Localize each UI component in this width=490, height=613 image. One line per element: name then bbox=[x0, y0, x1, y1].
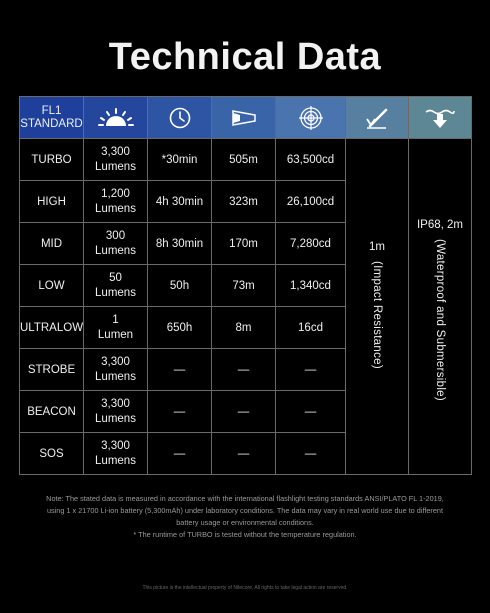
intensity-cell: 16cd bbox=[276, 307, 346, 349]
runtime-clock-icon bbox=[148, 106, 211, 130]
intensity-cell: — bbox=[276, 391, 346, 433]
runtime-cell: — bbox=[148, 349, 212, 391]
copyright-notice: This picture is the intellectual property of Nitecore. All rights to take legal action are reserved. bbox=[142, 585, 348, 591]
lumens-cell: 3,300 Lumens bbox=[84, 349, 148, 391]
footnote-line: battery usage or environmental conditions. bbox=[176, 518, 314, 527]
technical-data-table bbox=[19, 96, 472, 475]
runtime-cell: — bbox=[148, 433, 212, 475]
distance-cell: — bbox=[212, 433, 276, 475]
runtime-header bbox=[148, 97, 212, 139]
table-header-row bbox=[20, 97, 472, 139]
intensity-cell: 1,340cd bbox=[276, 265, 346, 307]
page-title: Technical Data bbox=[108, 36, 382, 78]
lumens-cell: 50 Lumens bbox=[84, 265, 148, 307]
intensity-cell: 7,280cd bbox=[276, 223, 346, 265]
runtime-cell: *30min bbox=[148, 139, 212, 181]
distance-cell: 505m bbox=[212, 139, 276, 181]
mode-cell: TURBO bbox=[20, 139, 84, 181]
mode-cell: LOW bbox=[20, 265, 84, 307]
standard-line2: STANDARD bbox=[20, 117, 83, 130]
waterproof-cell bbox=[409, 139, 472, 475]
fl1-standard-header bbox=[20, 97, 84, 139]
mode-cell: MID bbox=[20, 223, 84, 265]
intensity-cell: — bbox=[276, 349, 346, 391]
lumens-cell: 3,300 Lumens bbox=[84, 391, 148, 433]
beam-distance-header bbox=[212, 97, 276, 139]
mode-cell: ULTRALOW bbox=[20, 307, 84, 349]
distance-cell: — bbox=[212, 391, 276, 433]
intensity-cell: 63,500cd bbox=[276, 139, 346, 181]
brightness-icon bbox=[84, 106, 147, 130]
impact-value: 1m bbox=[369, 241, 385, 254]
runtime-cell: 4h 30min bbox=[148, 181, 212, 223]
lumens-cell: 300 Lumens bbox=[84, 223, 148, 265]
intensity-cell: 26,100cd bbox=[276, 181, 346, 223]
waterproof-value: IP68, 2m bbox=[416, 219, 464, 231]
lumens-cell: 1 Lumen bbox=[84, 307, 148, 349]
impact-resistance-cell bbox=[346, 139, 409, 475]
runtime-cell: — bbox=[148, 391, 212, 433]
lumens-cell: 1,200 Lumens bbox=[84, 181, 148, 223]
mode-cell: BEACON bbox=[20, 391, 84, 433]
table-row bbox=[20, 139, 472, 181]
peak-intensity-icon bbox=[276, 105, 345, 131]
brightness-header bbox=[84, 97, 148, 139]
standard-line1: FL1 bbox=[41, 104, 62, 117]
distance-cell: 323m bbox=[212, 181, 276, 223]
runtime-cell: 50h bbox=[148, 265, 212, 307]
waterproof-icon bbox=[409, 106, 471, 130]
mode-cell: HIGH bbox=[20, 181, 84, 223]
footnote-line: using 1 x 21700 Li-ion battery (5,300mAh) under laboratory conditions. The data may vary in real world use due to different bbox=[46, 506, 444, 515]
mode-cell: SOS bbox=[20, 433, 84, 475]
beam-distance-icon bbox=[212, 107, 275, 129]
impact-resistance-icon bbox=[346, 106, 408, 130]
mode-cell: STROBE bbox=[20, 349, 84, 391]
footnote-line: * The runtime of TURBO is tested without the temperature regulation. bbox=[133, 530, 357, 539]
lumens-cell: 3,300 Lumens bbox=[84, 139, 148, 181]
impact-label: (Impact Resistance) bbox=[371, 261, 383, 369]
distance-cell: — bbox=[212, 349, 276, 391]
peak-intensity-header bbox=[276, 97, 346, 139]
runtime-cell: 8h 30min bbox=[148, 223, 212, 265]
impact-resistance-header bbox=[346, 97, 409, 139]
waterproof-label: (Waterproof and Submersible) bbox=[434, 239, 446, 402]
intensity-cell: — bbox=[276, 433, 346, 475]
footnote bbox=[18, 493, 472, 541]
lumens-cell: 3,300 Lumens bbox=[84, 433, 148, 475]
runtime-cell: 650h bbox=[148, 307, 212, 349]
waterproof-header bbox=[409, 97, 472, 139]
distance-cell: 170m bbox=[212, 223, 276, 265]
distance-cell: 73m bbox=[212, 265, 276, 307]
distance-cell: 8m bbox=[212, 307, 276, 349]
footnote-line: Note: The stated data is measured in accordance with the international flashlight testing standards ANSI/PLATO FL 1-2019, bbox=[46, 494, 444, 503]
